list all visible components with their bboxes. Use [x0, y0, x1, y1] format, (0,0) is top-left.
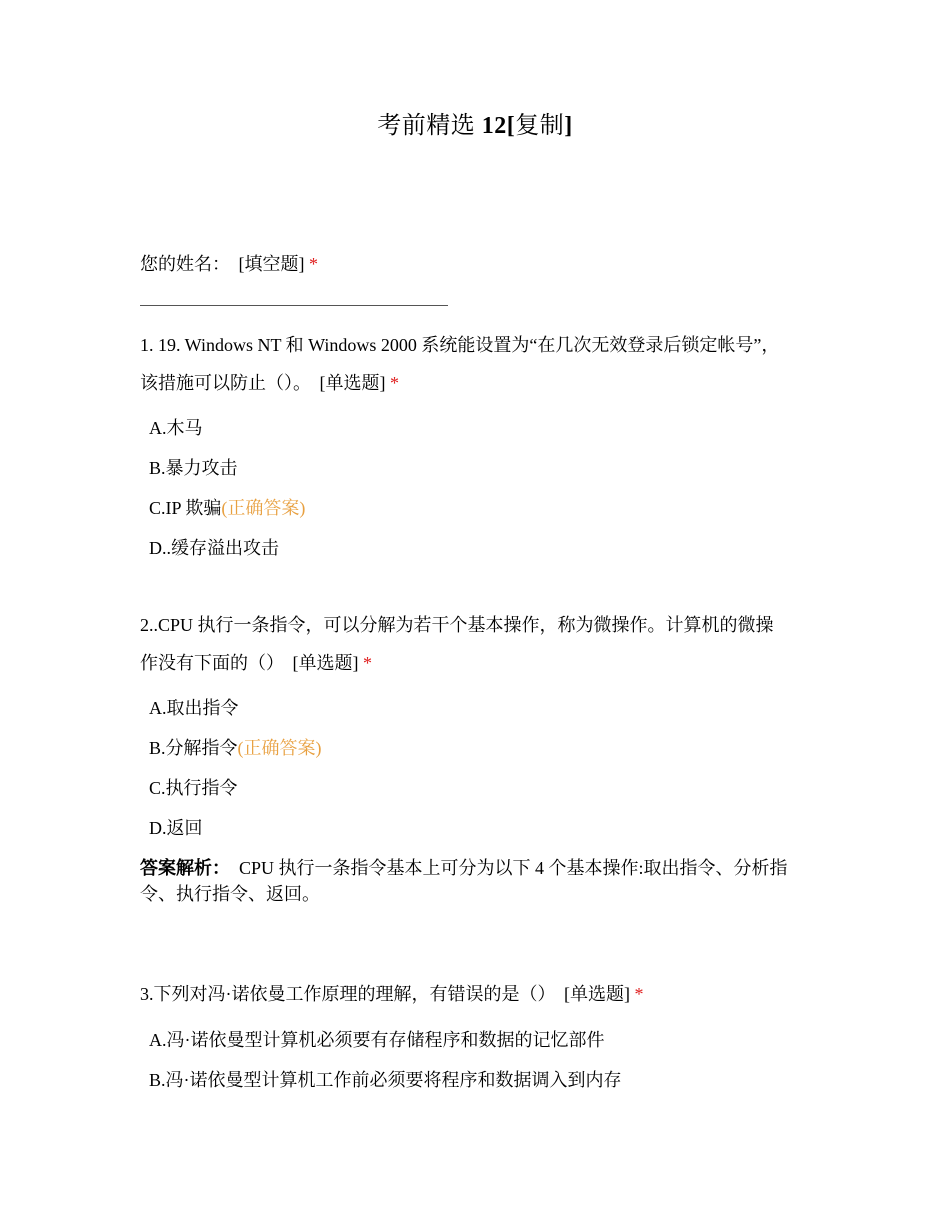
question-2-stem-end: 作没有下面的（）	[140, 653, 284, 673]
question-1-text-line-1: 1. 19. Windows NT 和 Windows 2000 系统能设置为“在几次无效登录后锁定帐号”，	[140, 335, 780, 355]
name-label: 您的姓名：	[140, 254, 230, 274]
name-question-label	[140, 245, 810, 283]
question-1-stem-end: 该措施可以防止（）。	[140, 373, 311, 393]
required-mark: *	[309, 254, 318, 274]
question-1-text-line-2	[140, 364, 810, 402]
required-mark: *	[363, 653, 372, 673]
question-2-analysis	[140, 855, 810, 907]
name-input-line[interactable]	[140, 305, 448, 306]
analysis-text: CPU 执行一条指令基本上可分为以下 4 个基本操作:取出指令、分析指	[239, 858, 788, 878]
title-number: 12[	[481, 113, 516, 139]
question-type-tag: [单选题]	[564, 984, 630, 1004]
required-mark: *	[634, 984, 644, 1004]
question-3	[140, 975, 810, 1013]
page-title	[0, 110, 950, 142]
question-type-tag: [填空题]	[238, 254, 305, 274]
option-text: B.冯·诺依曼型计算机工作前必须要将程序和数据调入到内存	[149, 1070, 622, 1090]
question-1	[140, 326, 810, 402]
required-mark: *	[390, 373, 399, 393]
title-prefix: 考前精选	[377, 113, 482, 139]
analysis-line-2: 令、执行指令、返回。	[140, 884, 320, 904]
question-2-text-line-1: 2..CPU 执行一条指令，可以分解为若干个基本操作，称为微操作。计算机的微操	[140, 615, 774, 635]
question-3-stem: 3.下列对冯·诺依曼工作原理的理解，有错误的是（）	[140, 984, 556, 1004]
question-2-option-c[interactable]	[149, 776, 238, 800]
analysis-label: 答案解析：	[140, 858, 230, 878]
option-text: A.冯·诺依曼型计算机必须要有存储程序和数据的记忆部件	[149, 1030, 605, 1050]
option-text: A.木马	[149, 418, 203, 438]
option-text: D..缓存溢出攻击	[149, 538, 279, 558]
title-copy: 复制	[515, 113, 565, 139]
question-1-option-a[interactable]	[149, 416, 203, 440]
question-3-option-b[interactable]	[149, 1068, 622, 1092]
question-2-option-a[interactable]	[149, 696, 239, 720]
analysis-line-1	[140, 855, 810, 881]
correct-answer-tag: (正确答案)	[221, 498, 306, 518]
question-3-text	[140, 975, 810, 1013]
question-2-option-d[interactable]	[149, 816, 203, 840]
question-1-option-d[interactable]	[149, 536, 279, 560]
title-suffix: ]	[564, 113, 573, 139]
option-text: D.返回	[149, 818, 203, 838]
question-3-option-a[interactable]	[149, 1028, 605, 1052]
question-type-tag: [单选题]	[319, 373, 386, 393]
option-text: C.IP 欺骗	[149, 498, 222, 518]
question-2-text-line-2	[140, 644, 810, 682]
question-type-tag: [单选题]	[292, 653, 359, 673]
option-text: C.执行指令	[149, 778, 238, 798]
question-1-option-b[interactable]	[149, 456, 238, 480]
question-2-option-b[interactable]	[149, 736, 322, 760]
option-text: B.分解指令	[149, 738, 238, 758]
correct-answer-tag: (正确答案)	[237, 738, 322, 758]
option-text: A.取出指令	[149, 698, 239, 718]
question-2	[140, 606, 810, 682]
question-1-option-c[interactable]	[149, 496, 305, 520]
name-question	[140, 245, 810, 283]
option-text: B.暴力攻击	[149, 458, 238, 478]
